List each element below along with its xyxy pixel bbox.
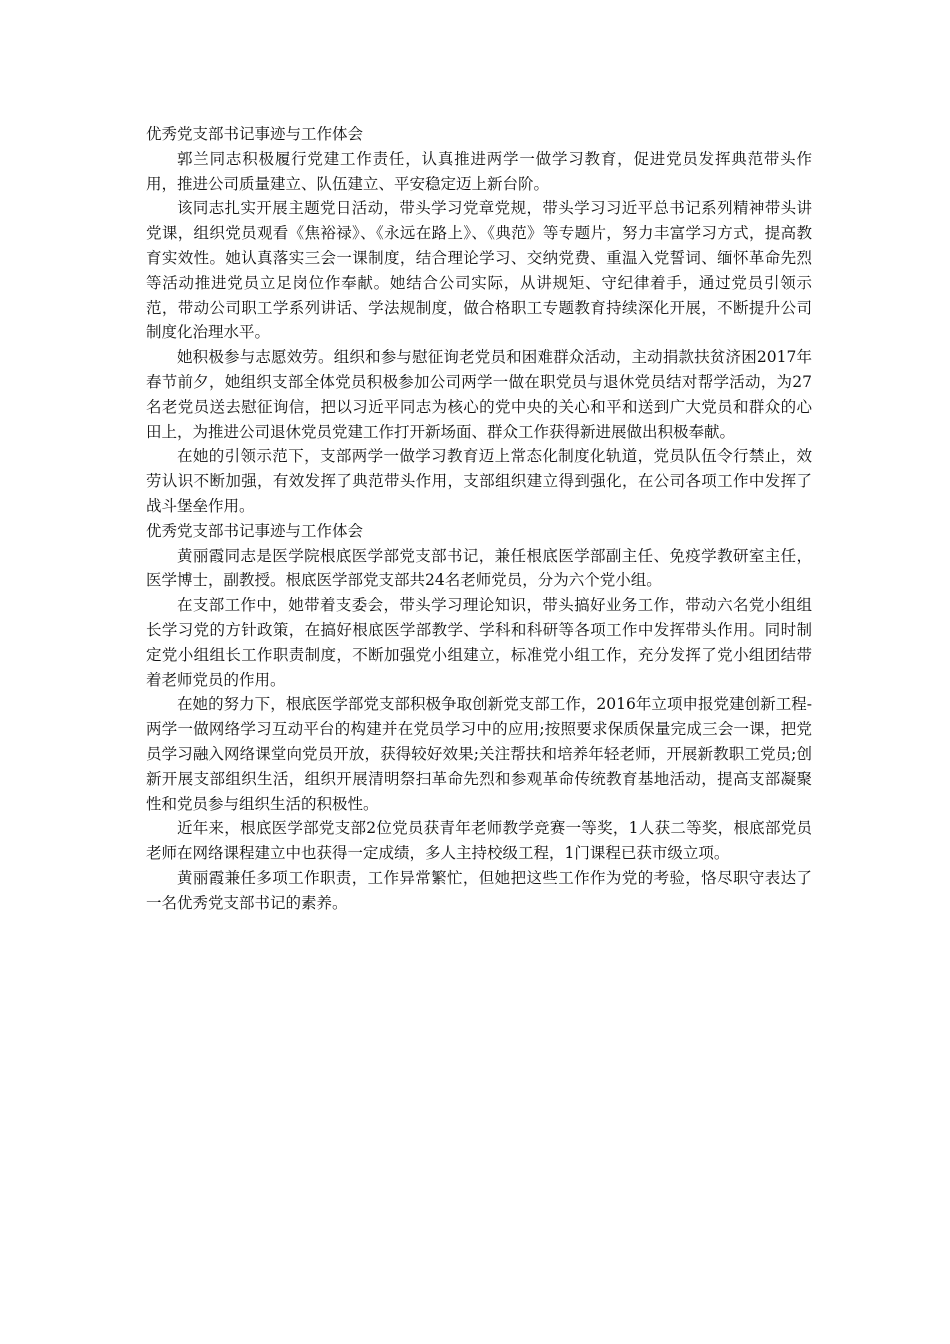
- section-1: [146, 122, 812, 519]
- paragraph: 该同志扎实开展主题党日活动，带头学习党章党规，带头学习习近平总书记系列精神带头讲党课，组织党员观看《焦裕禄》、《永远在路上》、《典范》等专题片，努力丰富学习方式，提高教育实效性。她认真落实三会一课制度，结合理论学习、交纳党费、重温入党誓词、缅怀革命先烈等活动推进党员立足岗位作奉献。她结合公司实际，从讲规矩、守纪律着手，通过党员引领示范，带动公司职工学系列讲话、学法规制度，做合格职工专题教育持续深化开展，不断提升公司制度化治理水平。: [146, 199, 812, 342]
- paragraph: 郭兰同志积极履行党建工作责任，认真推进两学一做学习教育，促进党员发挥典范带头作用，推进公司质量建立、队伍建立、平安稳定迈上新台阶。: [146, 149, 812, 193]
- paragraph: 在支部工作中，她带着支委会，带头学习理论知识，带头搞好业务工作，带动六名党小组组长学习党的方针政策，在搞好根底医学部教学、学科和科研等各项工作中发挥带头作用。同时制定党小组组长工作职责制度，不断加强党小组建立，标准党小组工作，充分发挥了党小组团结带着老师党员的作用。: [146, 596, 812, 689]
- section-title: 优秀党支部书记事迹与工作体会: [146, 125, 364, 143]
- paragraph: 近年来，根底医学部党支部2位党员获青年老师教学竞赛一等奖，1人获二等奖，根底部党员老师在网络课程建立中也获得一定成绩，多人主持校级工程，1门课程已获市级立项。: [146, 819, 812, 863]
- document-page: [146, 122, 812, 916]
- paragraph: 她积极参与志愿效劳。组织和参与慰征询老党员和困难群众活动，主动捐款扶贫济困2017年春节前夕，她组织支部全体党员积极参加公司两学一做在职党员与退休党员结对帮学活动，为27名老党员送去慰征询信，把以习近平同志为核心的党中央的关心和平和送到广大党员和群众的心田上，为推进公司退休党员党建工作打开新场面、群众工作获得新进展做出积极奉献。: [146, 348, 812, 441]
- paragraph: 黄丽霞兼任多项工作职责，工作异常繁忙，但她把这些工作作为党的考验，恪尽职守表达了一名优秀党支部书记的素养。: [146, 868, 812, 912]
- paragraph: 在她的努力下，根底医学部党支部积极争取创新党支部工作，2016年立项申报党建创新工程-两学一做网络学习互动平台的构建并在党员学习中的应用;按照要求保质保量完成三会一课，把党员学习融入网络课堂向党员开放，获得较好效果;关注帮扶和培养年轻老师，开展新教职工党员;创新开展支部组织生活，组织开展清明祭扫革命先烈和参观革命传统教育基地活动，提高支部凝聚性和党员参与组织生活的积极性。: [146, 695, 812, 813]
- section-title: 优秀党支部书记事迹与工作体会: [146, 521, 364, 540]
- paragraph: 在她的引领示范下，支部两学一做学习教育迈上常态化制度化轨道，党员队伍令行禁止，效劳认识不断加强，有效发挥了典范带头作用，支部组织建立得到强化，在公司各项工作中发挥了战斗堡垒作用。: [146, 447, 812, 515]
- paragraph: 黄丽霞同志是医学院根底医学部党支部书记，兼任根底医学部副主任、免疫学教研室主任，医学博士，副教授。根底医学部党支部共24名老师党员，分为六个党小组。: [146, 546, 812, 590]
- section-2: [146, 519, 812, 916]
